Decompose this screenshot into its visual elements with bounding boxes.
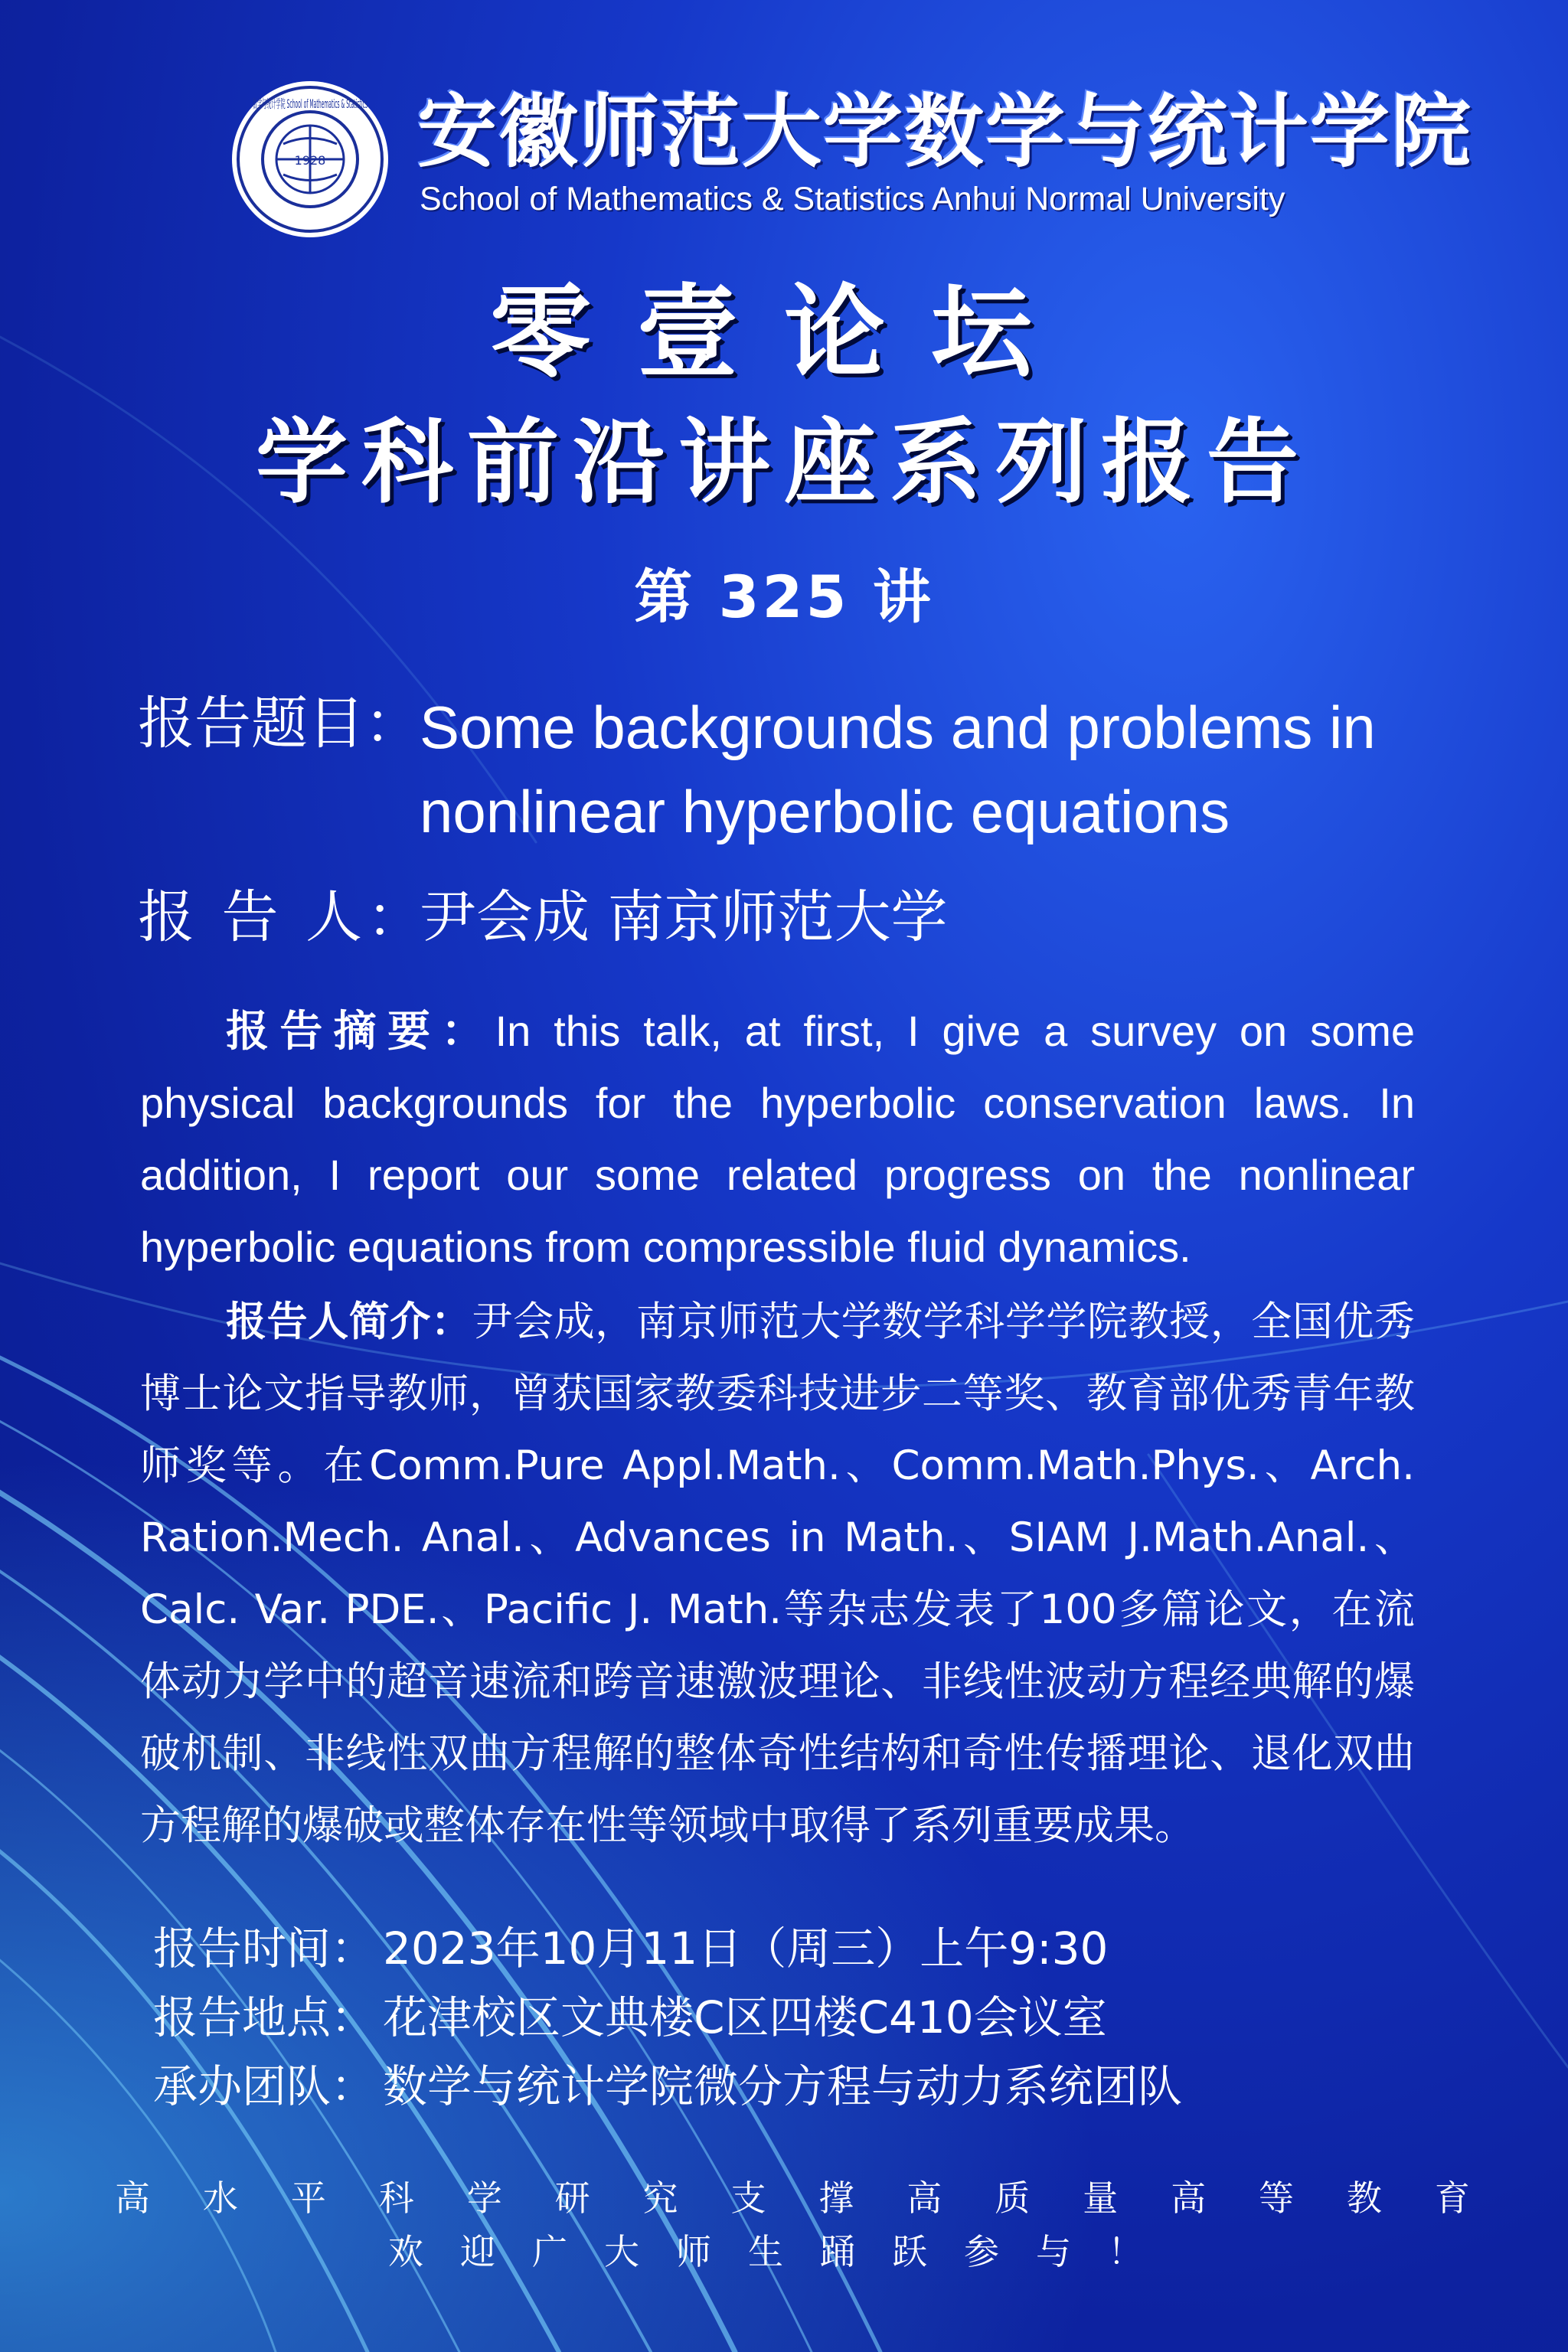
- slogan-char: 教: [1346, 2177, 1382, 2219]
- slogan-char: 水: [202, 2177, 238, 2219]
- slogan-char: 质: [995, 2177, 1031, 2219]
- team-label: 承办团队：: [153, 2060, 376, 2112]
- forum-title: 零壹论坛: [490, 274, 1078, 392]
- info-place: [153, 1983, 1107, 2052]
- topic-text: Some backgrounds and problems in nonlinear hyperbolic equations: [420, 694, 1376, 845]
- abstract-paragraph: [140, 995, 1415, 1283]
- slogan-char: 科: [378, 2177, 414, 2219]
- team-value: 数学与统计学院微分方程与动力系统团队: [383, 2060, 1183, 2112]
- abstract-label: 报告摘要：: [226, 1007, 495, 1055]
- bio-paragraph: [140, 1286, 1415, 1862]
- institution-name-cn: 安徽师范大学数学与统计学院: [417, 85, 1473, 178]
- place-value: 花津校区文典楼C区四楼C410会议室: [383, 1991, 1107, 2043]
- place-label: 报告地点：: [153, 1991, 376, 2043]
- slogan-char: 平: [290, 2177, 326, 2219]
- bio-text: 尹会成，南京师范大学数学科学学院教授，全国优秀博士论文指导教师，曾获国家教委科技进步二等奖、教育部优秀青年教师奖等。在Comm.Pure Appl.Math.、Comm.Math.Phys.、Arch. Ration.Mech. Anal.、Advances in Math.、SIAM J.Math.Anal.、Calc. Var. PDE.、Pacific J. Math.等杂志发表了100多篇论文，在流体动力学中的超音速流和跨音速激波理论、非线性波动方程经典解的爆破机制、非线性双曲方程解的整体奇性结构和奇性传播理论、退化双曲方程解的爆破或整体存在性等领域中取得了系列重要成果。: [140, 1298, 1416, 1849]
- slogan-char: 量: [1083, 2177, 1119, 2219]
- institution-name-en: School of Mathematics & Statistics Anhui Normal University: [420, 181, 1285, 217]
- footer-slogan: [115, 2173, 1470, 2223]
- slogan-char: 高: [115, 2177, 150, 2219]
- speaker-label: 报 告 人：: [138, 884, 429, 950]
- time-value: 2023年10月11日（周三）上午9:30: [383, 1922, 1109, 1975]
- bio-label: 报告人简介：: [226, 1298, 472, 1345]
- slogan-char: 育: [1434, 2177, 1470, 2219]
- slogan-char: 高: [1171, 2177, 1207, 2219]
- speaker-name: 尹会成 南京师范大学: [420, 884, 948, 950]
- school-logo-icon: [230, 79, 390, 240]
- info-time: [153, 1914, 1108, 1983]
- footer-welcome: 欢迎广大师生踊跃参与！: [388, 2231, 1180, 2272]
- slogan-char: 究: [642, 2177, 678, 2219]
- logo-ring-text: 数学与统计学院 School of Mathematics & Statistics: [253, 96, 368, 111]
- abstract-text: In this talk, at first, I give a survey on some physical backgrounds for the hyperbolic conservation laws. In addition, I report our some related progress on the nonlinear hyperbolic equations from compressible fluid dynamics.: [140, 1007, 1416, 1271]
- slogan-char: 高: [906, 2177, 942, 2219]
- slogan-char: 支: [730, 2177, 766, 2219]
- time-label: 报告时间：: [153, 1922, 376, 1975]
- slogan-char: 撑: [818, 2177, 854, 2219]
- slogan-char: 等: [1258, 2177, 1294, 2219]
- info-team: [153, 2052, 1182, 2121]
- slogan-char: 学: [466, 2177, 502, 2219]
- lecture-number: 第 325 讲: [634, 563, 934, 631]
- slogan-char: 研: [554, 2177, 590, 2219]
- topic-label: 报告题目：: [138, 691, 421, 756]
- svg-text:1928: 1928: [294, 153, 326, 168]
- series-title: 学科前沿讲座系列报告: [256, 410, 1312, 516]
